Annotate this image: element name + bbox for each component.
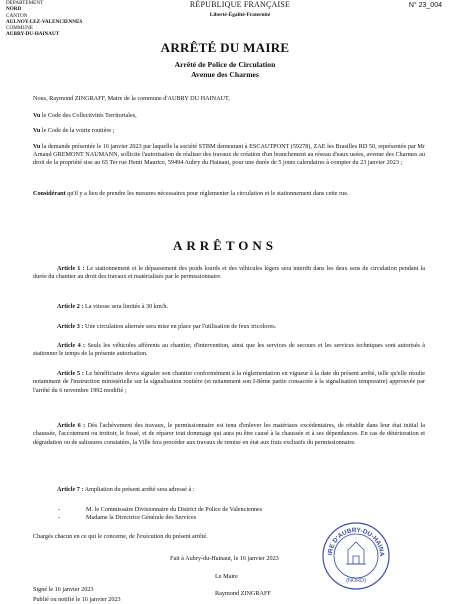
svg-text:MAIRE D'AUBRY-DU-HAINAUT: IRE D'AUBRY-DU-HAINA bbox=[327, 526, 386, 557]
vu-paragraph-1 bbox=[33, 112, 425, 120]
subtitle bbox=[0, 60, 450, 79]
intro-paragraph: Nous, Raymond ZINGRAFF, Maire de la commune d'AUBRY DU HAINAUT, bbox=[33, 95, 230, 102]
published-date: Publié ou notifié le 16 janvier 2023 bbox=[33, 596, 121, 603]
list-item: - Madame la Directrice Générale des Services bbox=[58, 514, 418, 522]
vu-text: le Code de la voirie routière ; bbox=[40, 127, 115, 134]
vu-label: Vu bbox=[33, 143, 41, 150]
vu-paragraph-2 bbox=[33, 127, 425, 135]
commune-name: AUBRY-DU-HAINAUT bbox=[6, 31, 60, 38]
charges-paragraph: Chargés chacun en ce qui le concerne, de l'exécution du présent arrêté. bbox=[33, 533, 208, 540]
article-7 bbox=[33, 486, 425, 494]
article-text: La vitesse sera limitée à 30 km/h. bbox=[83, 303, 169, 310]
article-4 bbox=[33, 342, 425, 359]
header-left bbox=[6, 0, 121, 38]
article-text: Seuls les véhicules afférents au chantier, d'intervention, ainsi que les services de secours et les services techniques sont autorisés à stationner le temps de la présente autorisation. bbox=[33, 342, 425, 358]
vu-text: le Code des Collectivités Territoriales, bbox=[40, 112, 137, 119]
republic-motto: Liberté-Égalité-Fraternité bbox=[209, 12, 271, 18]
article-label: Article 2 : bbox=[57, 303, 84, 310]
subtitle-line-2: Avenue des Charmes bbox=[191, 69, 259, 79]
article-text: Une circulation alternée sera mise en place par l'utilisation de feux tricolores. bbox=[83, 323, 277, 330]
article-text: Le stationnement et le dépassement des poids lourds et des véhicules légers sera interdit dans les deux sens de circulation pendant la durée du chantier au droit des travaux et matérialisés par le permissionnaire. bbox=[33, 265, 425, 281]
maire-label: Le Maire bbox=[215, 573, 238, 580]
article-6 bbox=[33, 422, 425, 447]
svg-text:(NORD): (NORD) bbox=[346, 578, 366, 584]
signed-date: Signé le 16 janvier 2023 bbox=[33, 586, 94, 593]
article-label: Article 6 : bbox=[57, 422, 86, 429]
canton-label: CANTON bbox=[6, 12, 28, 19]
article-label: Article 7 : bbox=[57, 486, 84, 493]
article-text: Ampliation du présent arrêté sera adressé à : bbox=[83, 486, 195, 493]
considerant-text: qu'il y a lieu de prendre les mesures nécessaires pour réglementer la circulation et le stationnement dans cette rue. bbox=[65, 190, 349, 197]
vu-text: la demande présentée le 16 janvier 2023 par laquelle la société STBM demeurant à ESCAUTPONT (59278), ZAE les Brasilles RD 50, représentée par Mr Arnaud GREMONT NAUMANN, sollicite l'autorisation de réaliser des travaux de création d'un branchement au réseau d'eaux usées, avenue des Charmes au droit de la propriété sise au 65 Ter rue Henri Maurice, 59494 Aubry du Hainaut, pour une durée de 5 jours calendaires à compter du 23 janvier 2023 ; bbox=[33, 143, 425, 167]
article-label: Article 1 : bbox=[57, 265, 85, 272]
article-label: Article 5 : bbox=[57, 370, 84, 377]
article-3 bbox=[33, 323, 425, 331]
considerant-label: Considérant bbox=[33, 190, 66, 197]
article-text: Dès l'achèvement des travaux, le permissionnaire est tenu d'enlever les matériaux excédentaires, de rétablir dans leur état initial la chaussée, l'accotement ou trottoir, le fossé, et de réparer tout dommage qui aura pu être causé à la chaussée et à ses dépendances. En cas de détérioration et dégradation ou de salissures constatées, la Ville fera procéder aux travaux de remise en état aux frais exclusifs du permissionnaire. bbox=[33, 422, 425, 446]
department-name: NORD bbox=[6, 6, 22, 13]
department-label: DEPARTEMENT bbox=[6, 0, 44, 6]
commune-label: COMMUNE bbox=[6, 25, 34, 32]
article-5 bbox=[33, 370, 425, 395]
maire-name: Raymond ZINGRAFF bbox=[215, 590, 271, 597]
vu-label: Vu bbox=[33, 112, 41, 119]
fait-line: Fait à Aubry-du-Hainaut, le 16 janvier 2023 bbox=[170, 555, 279, 562]
vu-paragraph-3 bbox=[33, 143, 425, 167]
article-1 bbox=[33, 265, 425, 282]
document-number: N° 23_004 bbox=[408, 2, 442, 9]
article-2 bbox=[33, 303, 425, 311]
arretons-heading: ARRÊTONS bbox=[172, 238, 277, 253]
municipal-seal-stamp bbox=[320, 520, 392, 592]
article-text: Le bénéficiaire devra signaler son chantier conformément à la réglementation en vigueur à la date du présent arrêté, telle qu'elle résulte notamment de l'instruction ministérielle sur la signalisation routière (et notamment son I-8ème partie consacrée à la signalisation temporaire) approuvée par l'arrêté du 6 novembre 1992 modifié ; bbox=[33, 370, 425, 394]
article-label: Article 3 : bbox=[57, 323, 84, 330]
article-label: Article 4 : bbox=[57, 342, 86, 349]
republic-title: RÉPUBLIQUE FRANÇAISE bbox=[189, 0, 291, 9]
subtitle-line-1: Arrêté de Police de Circulation bbox=[174, 60, 276, 69]
considerant-paragraph bbox=[33, 190, 425, 198]
canton-name: AULNOY-LEZ-VALENCIENNES bbox=[6, 18, 83, 25]
page-title: ARRÊTÉ DU MAIRE bbox=[160, 40, 290, 55]
header-center bbox=[150, 0, 330, 19]
vu-label: Vu bbox=[33, 127, 41, 134]
list-item: - M. le Commissaire Divisionnaire du District de Police de Valenciennes bbox=[58, 506, 418, 514]
